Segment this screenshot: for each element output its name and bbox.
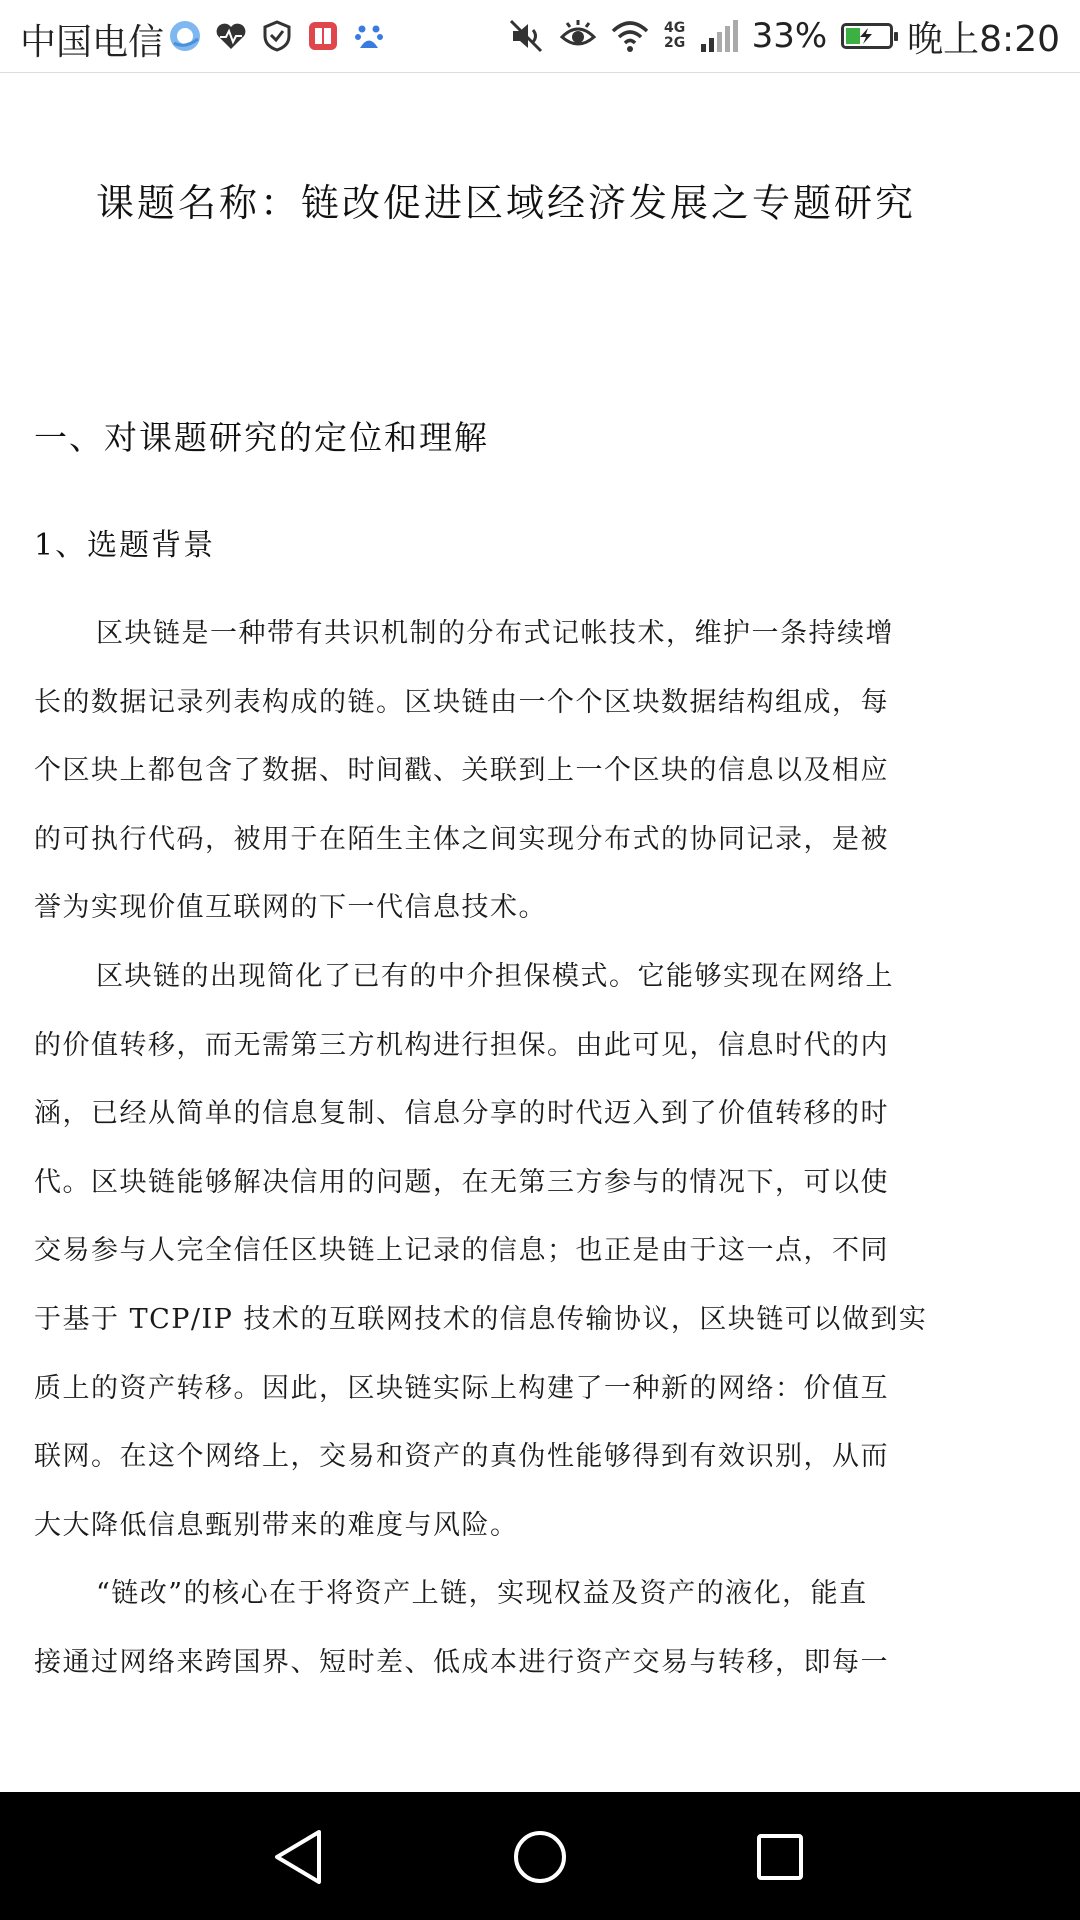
text-line: 的价值转移，而无需第三方机构进行担保。由此可见，信息时代的内 (34, 1029, 889, 1061)
text-line: 大大降低信息甄别带来的难度与风险。 (34, 1509, 519, 1541)
security-app-icon (260, 19, 294, 53)
status-indicators (507, 12, 1060, 60)
body-text (34, 600, 954, 1698)
network-type-top: 4G (663, 20, 686, 36)
text-line: 联网。在这个网络上，交易和资产的真伪性能够得到有效识别，从而 (34, 1441, 889, 1473)
health-app-icon (214, 19, 248, 53)
battery-percent: 33% (751, 16, 828, 56)
text-line: 涵，已经从简单的信息复制、信息分享的时代迈入到了价值转移的时 (34, 1098, 889, 1130)
text-line: “链改”的核心在于将资产上链，实现权益及资产的液化，能直 (96, 1578, 868, 1610)
text-line: 的可执行代码，被用于在陌生主体之间实现分布式的协同记录，是被 (34, 823, 889, 855)
recents-icon[interactable] (745, 1822, 815, 1892)
text-line: 接通过网络来跨国界、短时差、低成本进行资产交易与转移，即每一 (34, 1646, 889, 1678)
text-line: 区块链是一种带有共识机制的分布式记帐技术，维护一条持续增 (96, 618, 894, 649)
text-line: 代。区块链能够解决信用的问题，在无第三方参与的情况下，可以使 (34, 1166, 889, 1198)
text-line: 质上的资产转移。因此，区块链实际上构建了一种新的网络：价值互 (34, 1372, 889, 1404)
text-line: 誉为实现价值互联网的下一代信息技术。 (34, 892, 547, 924)
document-title: 课题名称：链改促进区域经济发展之专题研究 (96, 181, 917, 225)
notification-icons (168, 16, 386, 56)
section-heading: 一、对课题研究的定位和理解 (34, 418, 489, 457)
text-line: 区块链的出现简化了已有的中介担保模式。它能够实现在网络上 (96, 960, 894, 992)
battery-icon (841, 23, 893, 49)
browser-app-icon (168, 19, 202, 53)
home-icon[interactable] (505, 1822, 575, 1892)
signal-strength-icon (701, 20, 738, 52)
network-type-bottom: 2G (663, 35, 686, 51)
status-bar (0, 0, 1080, 73)
clock: 晚上8:20 (907, 18, 1060, 60)
text-line: 交易参与人完全信任区块链上记录的信息；也正是由于这一点，不同 (34, 1235, 889, 1267)
wifi-icon (611, 17, 649, 55)
back-icon[interactable] (265, 1822, 335, 1892)
charging-bolt-icon (844, 26, 890, 46)
network-type (663, 21, 687, 51)
mute-icon (507, 17, 545, 55)
text-line: 个区块上都包含了数据、时间戳、关联到上一个区块的信息以及相应 (34, 755, 889, 787)
baidu-app-icon (352, 19, 386, 53)
text-line: 长的数据记录列表构成的链。区块链由一个个区块数据结构组成，每 (34, 686, 889, 718)
text-line: 于基于 TCP/IP 技术的互联网技术的信息传输协议，区块链可以做到实 (34, 1303, 928, 1335)
reader-app-icon (306, 19, 340, 53)
eye-comfort-icon (559, 17, 597, 55)
document-viewer[interactable] (0, 72, 1080, 1792)
subsection-heading: 1、选题背景 (34, 528, 216, 563)
navigation-bar (0, 1792, 1080, 1920)
carrier-name: 中国电信 (20, 22, 165, 63)
